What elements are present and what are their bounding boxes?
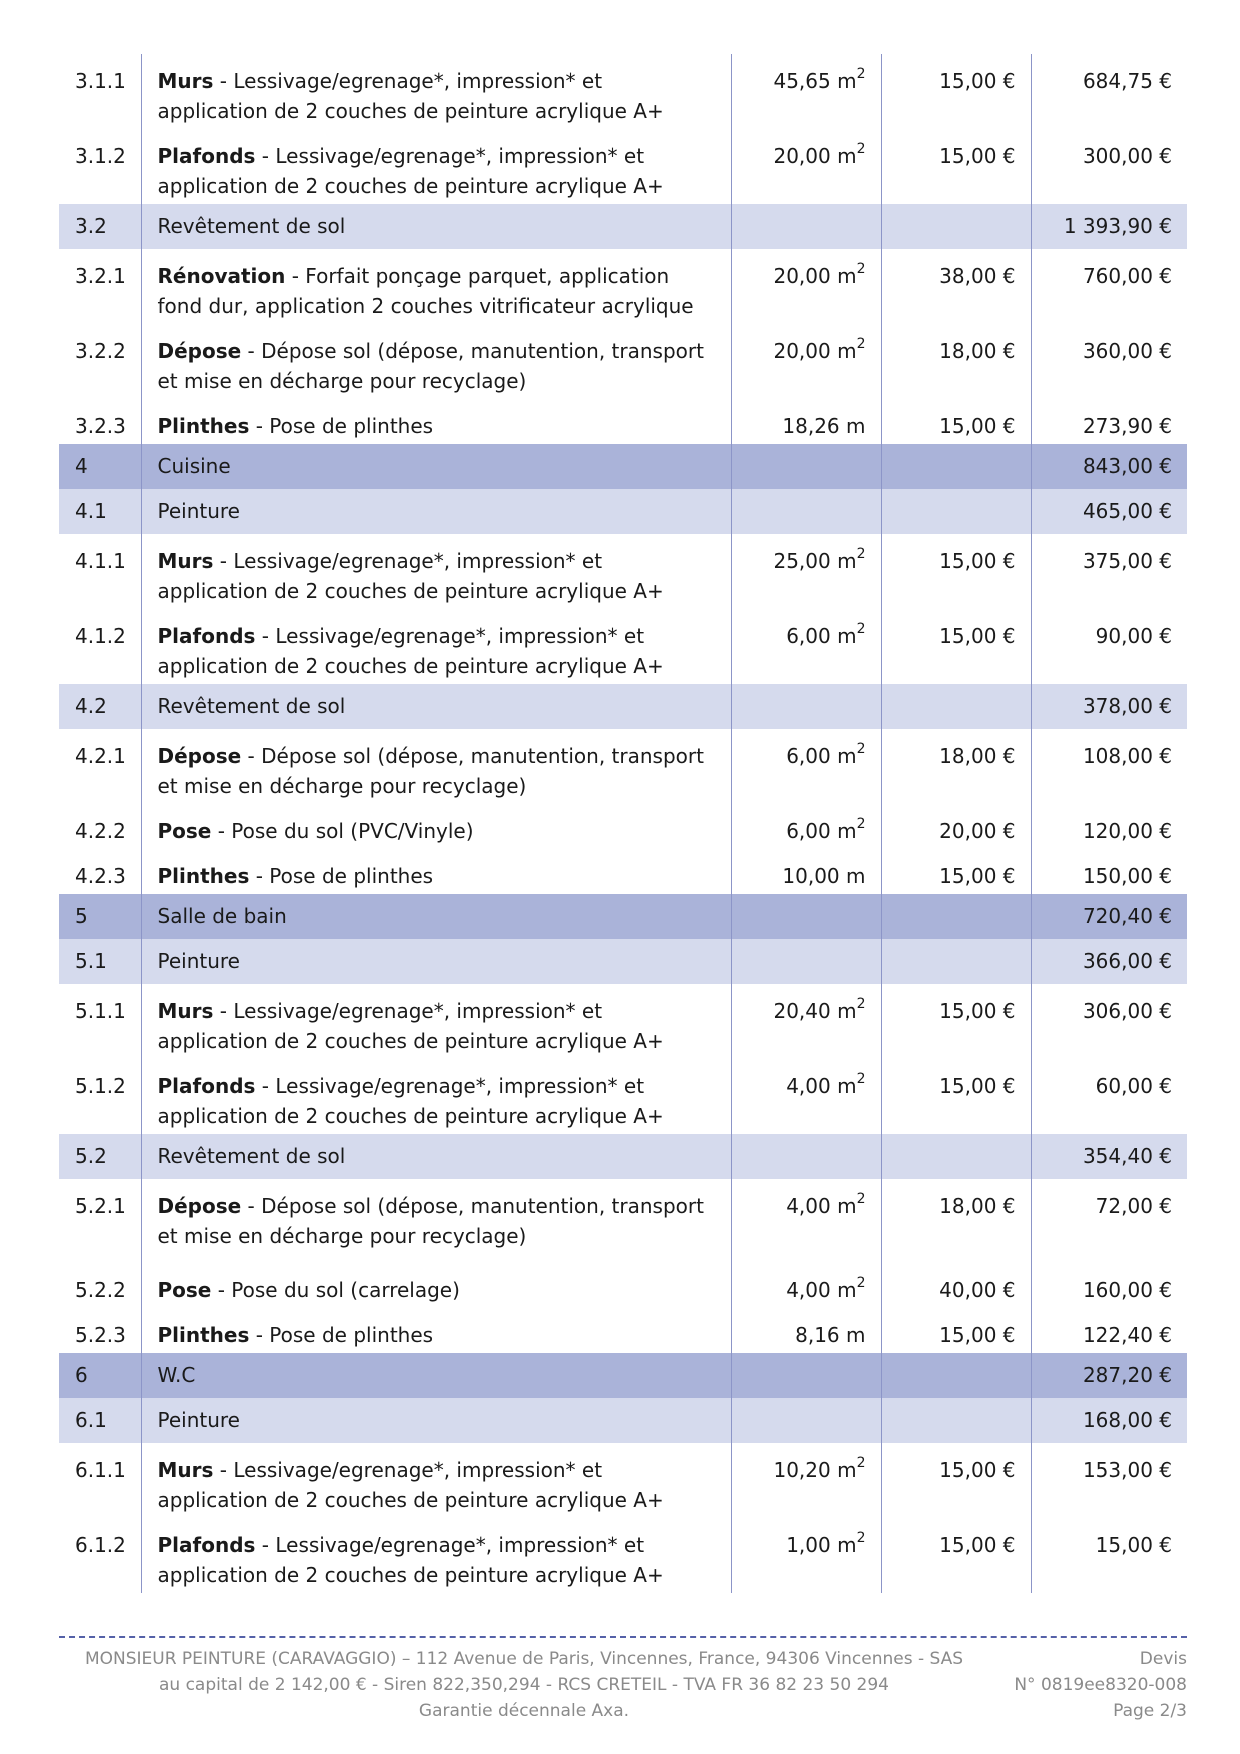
item-ref: 3.2.1 — [75, 264, 126, 288]
item-quantity — [731, 534, 881, 609]
item-description — [141, 399, 731, 444]
item-quantity — [731, 129, 881, 204]
quantity-value: 4,00 m — [786, 1278, 857, 1302]
item-description — [141, 1518, 731, 1593]
item-total: 300,00 € — [1031, 129, 1187, 204]
line-item-row — [59, 249, 1187, 324]
item-total: 375,00 € — [1031, 534, 1187, 609]
item-total: 120,00 € — [1031, 804, 1187, 849]
item-total: 108,00 € — [1031, 729, 1187, 804]
document-number: N° 0819ee8320-008 — [1014, 1675, 1187, 1695]
section-total: 465,00 € — [1031, 489, 1187, 534]
subsection-row — [59, 1134, 1187, 1179]
item-quantity — [731, 609, 881, 684]
section-row — [59, 1353, 1187, 1398]
item-ref: 3.1.2 — [75, 144, 126, 168]
item-unit-price: 15,00 € — [881, 54, 1031, 129]
item-text: - Dépose sol (dépose, manutention, transport et mise en décharge pour recyclage) — [157, 744, 704, 798]
item-total: 122,40 € — [1031, 1308, 1187, 1353]
quote-page — [59, 54, 1187, 1593]
item-unit-price: 20,00 € — [881, 804, 1031, 849]
item-total: 153,00 € — [1031, 1443, 1187, 1518]
quantity-value: 45,65 m — [773, 69, 857, 93]
section-title: Salle de bain — [141, 894, 731, 939]
empty-cell — [731, 444, 881, 489]
item-total: 273,90 € — [1031, 399, 1187, 444]
item-quantity — [731, 1518, 881, 1593]
quantity-value: 20,00 m — [773, 339, 857, 363]
item-label: Rénovation — [157, 264, 286, 288]
line-item-row — [59, 324, 1187, 399]
item-text: - Lessivage/egrenage*, impression* et application de 2 couches de peinture acrylique A+ — [157, 549, 664, 603]
item-total: 150,00 € — [1031, 849, 1187, 894]
item-total: 760,00 € — [1031, 249, 1187, 324]
item-ref: 4.1.2 — [75, 624, 126, 648]
section-ref: 6.1 — [59, 1398, 141, 1443]
section-total: 168,00 € — [1031, 1398, 1187, 1443]
line-item-row — [59, 729, 1187, 804]
section-title: Peinture — [141, 939, 731, 984]
item-ref: 4.1.1 — [75, 549, 126, 573]
item-unit-price: 18,00 € — [881, 729, 1031, 804]
line-item-row — [59, 804, 1187, 849]
section-total: 720,40 € — [1031, 894, 1187, 939]
quantity-value: 4,00 m — [786, 1194, 857, 1218]
unit-exponent: 2 — [856, 996, 866, 1013]
quote-rows — [59, 54, 1187, 1593]
item-unit-price: 15,00 € — [881, 1308, 1031, 1353]
item-unit-price: 15,00 € — [881, 984, 1031, 1059]
item-unit-price: 18,00 € — [881, 1179, 1031, 1263]
item-quantity — [731, 399, 881, 444]
document-type: Devis — [1139, 1649, 1187, 1669]
item-label: Pose — [157, 819, 212, 843]
empty-cell — [881, 444, 1031, 489]
item-unit-price: 15,00 € — [881, 534, 1031, 609]
quantity-value: 10,20 m — [773, 1458, 857, 1482]
item-ref: 5.2.3 — [75, 1323, 126, 1347]
item-description — [141, 609, 731, 684]
item-quantity — [731, 984, 881, 1059]
subsection-row — [59, 1398, 1187, 1443]
item-ref: 4.2.2 — [75, 819, 126, 843]
quantity-value: 20,00 m — [773, 264, 857, 288]
item-label: Plinthes — [157, 414, 250, 438]
quantity-value: 1,00 m — [786, 1533, 857, 1557]
quantity-value: 8,16 m — [795, 1323, 866, 1347]
item-unit-price: 15,00 € — [881, 1518, 1031, 1593]
subsection-row — [59, 489, 1187, 534]
page-footer — [59, 1636, 1187, 1721]
unit-exponent: 2 — [856, 66, 866, 83]
unit-exponent: 2 — [856, 261, 866, 278]
unit-exponent: 2 — [856, 621, 866, 638]
section-title: Revêtement de sol — [141, 684, 731, 729]
section-total: 287,20 € — [1031, 1353, 1187, 1398]
section-total: 354,40 € — [1031, 1134, 1187, 1179]
section-total: 378,00 € — [1031, 684, 1187, 729]
item-description — [141, 534, 731, 609]
document-info — [987, 1646, 1187, 1724]
line-item-row — [59, 849, 1187, 894]
item-total: 684,75 € — [1031, 54, 1187, 129]
item-total: 15,00 € — [1031, 1518, 1187, 1593]
quantity-value: 20,40 m — [773, 999, 857, 1023]
item-ref: 3.2.2 — [75, 339, 126, 363]
company-line-2: au capital de 2 142,00 € - Siren 822,350,294 - RCS CRETEIL - TVA FR 36 82 23 50 294 — [158, 1675, 889, 1695]
item-label: Plafonds — [157, 144, 256, 168]
item-label: Pose — [157, 1278, 212, 1302]
line-item-row — [59, 984, 1187, 1059]
section-title: W.C — [141, 1353, 731, 1398]
empty-cell — [731, 1398, 881, 1443]
page-number: Page 2/3 — [1113, 1701, 1187, 1721]
empty-cell — [881, 684, 1031, 729]
item-text: - Pose du sol (PVC/Vinyle) — [211, 819, 474, 843]
item-description — [141, 804, 731, 849]
item-ref: 3.2.3 — [75, 414, 126, 438]
item-label: Plinthes — [157, 864, 250, 888]
item-ref: 3.1.1 — [75, 69, 126, 93]
line-item-row — [59, 1518, 1187, 1593]
section-total: 843,00 € — [1031, 444, 1187, 489]
item-description — [141, 1443, 731, 1518]
item-quantity — [731, 249, 881, 324]
item-description — [141, 129, 731, 204]
line-item-row — [59, 1179, 1187, 1263]
line-item-row — [59, 609, 1187, 684]
item-total: 306,00 € — [1031, 984, 1187, 1059]
unit-exponent: 2 — [856, 1530, 866, 1547]
item-quantity — [731, 849, 881, 894]
empty-cell — [731, 939, 881, 984]
unit-exponent: 2 — [856, 1071, 866, 1088]
unit-exponent: 2 — [856, 741, 866, 758]
item-label: Plafonds — [157, 1533, 256, 1557]
unit-exponent: 2 — [856, 546, 866, 563]
item-quantity — [731, 1179, 881, 1263]
item-quantity — [731, 729, 881, 804]
item-label: Murs — [157, 1458, 214, 1482]
section-ref: 6 — [59, 1353, 141, 1398]
item-unit-price: 15,00 € — [881, 1443, 1031, 1518]
item-description — [141, 1263, 731, 1308]
quantity-value: 6,00 m — [786, 819, 857, 843]
section-ref: 4 — [59, 444, 141, 489]
item-text: - Lessivage/egrenage*, impression* et application de 2 couches de peinture acrylique A+ — [157, 1074, 664, 1128]
item-ref: 4.2.1 — [75, 744, 126, 768]
item-ref: 5.2.1 — [75, 1194, 126, 1218]
section-ref: 5 — [59, 894, 141, 939]
line-item-row — [59, 399, 1187, 444]
section-ref: 5.1 — [59, 939, 141, 984]
item-text: - Lessivage/egrenage*, impression* et application de 2 couches de peinture acrylique A+ — [157, 69, 664, 123]
item-quantity — [731, 804, 881, 849]
item-label: Dépose — [157, 1194, 242, 1218]
section-ref: 4.2 — [59, 684, 141, 729]
item-total: 72,00 € — [1031, 1179, 1187, 1263]
item-ref: 6.1.2 — [75, 1533, 126, 1557]
section-title: Revêtement de sol — [141, 204, 731, 249]
unit-exponent: 2 — [856, 141, 866, 158]
quantity-value: 25,00 m — [773, 549, 857, 573]
item-description — [141, 1179, 731, 1263]
item-description — [141, 984, 731, 1059]
item-text: - Dépose sol (dépose, manutention, transport et mise en décharge pour recyclage) — [157, 339, 704, 393]
item-text: - Pose du sol (carrelage) — [211, 1278, 460, 1302]
section-title: Cuisine — [141, 444, 731, 489]
section-total: 366,00 € — [1031, 939, 1187, 984]
item-label: Murs — [157, 69, 214, 93]
item-text: - Dépose sol (dépose, manutention, transport et mise en décharge pour recyclage) — [157, 1194, 704, 1248]
line-item-row — [59, 1059, 1187, 1134]
company-line-1: MONSIEUR PEINTURE (CARAVAGGIO) – 112 Avenue de Paris, Vincennes, France, 94306 Vincennes - SAS — [84, 1649, 964, 1669]
section-title: Peinture — [141, 1398, 731, 1443]
subsection-row — [59, 204, 1187, 249]
item-total: 60,00 € — [1031, 1059, 1187, 1134]
item-unit-price: 18,00 € — [881, 324, 1031, 399]
item-label: Murs — [157, 549, 214, 573]
item-ref: 5.2.2 — [75, 1278, 126, 1302]
item-description — [141, 849, 731, 894]
quantity-value: 4,00 m — [786, 1074, 857, 1098]
item-description — [141, 54, 731, 129]
item-ref: 4.2.3 — [75, 864, 126, 888]
empty-cell — [881, 204, 1031, 249]
subsection-row — [59, 684, 1187, 729]
item-description — [141, 1059, 731, 1134]
item-text: - Lessivage/egrenage*, impression* et application de 2 couches de peinture acrylique A+ — [157, 624, 664, 678]
item-text: - Lessivage/egrenage*, impression* et application de 2 couches de peinture acrylique A+ — [157, 999, 664, 1053]
empty-cell — [881, 1398, 1031, 1443]
item-label: Plinthes — [157, 1323, 250, 1347]
item-total: 160,00 € — [1031, 1263, 1187, 1308]
item-unit-price: 15,00 € — [881, 399, 1031, 444]
item-text: - Lessivage/egrenage*, impression* et application de 2 couches de peinture acrylique A+ — [157, 144, 664, 198]
company-line-3: Garantie décennale Axa. — [418, 1701, 630, 1721]
item-unit-price: 40,00 € — [881, 1263, 1031, 1308]
item-quantity — [731, 1059, 881, 1134]
section-title: Peinture — [141, 489, 731, 534]
section-row — [59, 444, 1187, 489]
quantity-value: 18,26 m — [782, 414, 866, 438]
item-unit-price: 15,00 € — [881, 129, 1031, 204]
item-quantity — [731, 1443, 881, 1518]
company-info — [59, 1646, 989, 1724]
item-unit-price: 15,00 € — [881, 609, 1031, 684]
item-text: - Lessivage/egrenage*, impression* et application de 2 couches de peinture acrylique A+ — [157, 1533, 664, 1587]
line-item-row — [59, 129, 1187, 204]
item-text: - Forfait ponçage parquet, application fond dur, application 2 couches vitrificateur acrylique — [157, 264, 694, 318]
item-quantity — [731, 54, 881, 129]
item-label: Plafonds — [157, 1074, 256, 1098]
unit-exponent: 2 — [856, 1191, 866, 1208]
item-description — [141, 729, 731, 804]
unit-exponent: 2 — [856, 1275, 866, 1292]
item-description — [141, 1308, 731, 1353]
line-item-row — [59, 1263, 1187, 1308]
empty-cell — [731, 489, 881, 534]
empty-cell — [731, 894, 881, 939]
section-ref: 4.1 — [59, 489, 141, 534]
line-item-row — [59, 1443, 1187, 1518]
item-unit-price: 38,00 € — [881, 249, 1031, 324]
line-item-row — [59, 534, 1187, 609]
quantity-value: 6,00 m — [786, 624, 857, 648]
empty-cell — [881, 489, 1031, 534]
section-ref: 3.2 — [59, 204, 141, 249]
section-total: 1 393,90 € — [1031, 204, 1187, 249]
quantity-value: 6,00 m — [786, 744, 857, 768]
quote-table — [59, 54, 1187, 1593]
quantity-value: 10,00 m — [782, 864, 866, 888]
section-title: Revêtement de sol — [141, 1134, 731, 1179]
empty-cell — [881, 939, 1031, 984]
item-label: Murs — [157, 999, 214, 1023]
section-row — [59, 894, 1187, 939]
item-total: 90,00 € — [1031, 609, 1187, 684]
item-text: - Pose de plinthes — [249, 1323, 434, 1347]
empty-cell — [881, 894, 1031, 939]
item-description — [141, 249, 731, 324]
empty-cell — [881, 1134, 1031, 1179]
item-ref: 6.1.1 — [75, 1458, 126, 1482]
line-item-row — [59, 1308, 1187, 1353]
item-text: - Lessivage/egrenage*, impression* et application de 2 couches de peinture acrylique A+ — [157, 1458, 664, 1512]
empty-cell — [731, 204, 881, 249]
item-unit-price: 15,00 € — [881, 1059, 1031, 1134]
quantity-value: 20,00 m — [773, 144, 857, 168]
empty-cell — [731, 684, 881, 729]
item-ref: 5.1.1 — [75, 999, 126, 1023]
item-quantity — [731, 1308, 881, 1353]
item-description — [141, 324, 731, 399]
item-label: Plafonds — [157, 624, 256, 648]
item-text: - Pose de plinthes — [249, 414, 434, 438]
empty-cell — [881, 1353, 1031, 1398]
empty-cell — [731, 1134, 881, 1179]
item-ref: 5.1.2 — [75, 1074, 126, 1098]
section-ref: 5.2 — [59, 1134, 141, 1179]
empty-cell — [731, 1353, 881, 1398]
item-quantity — [731, 1263, 881, 1308]
item-quantity — [731, 324, 881, 399]
item-total: 360,00 € — [1031, 324, 1187, 399]
line-item-row — [59, 54, 1187, 129]
unit-exponent: 2 — [856, 1455, 866, 1472]
subsection-row — [59, 939, 1187, 984]
unit-exponent: 2 — [856, 816, 866, 833]
item-label: Dépose — [157, 744, 242, 768]
item-label: Dépose — [157, 339, 242, 363]
item-text: - Pose de plinthes — [249, 864, 434, 888]
unit-exponent: 2 — [856, 336, 866, 353]
item-unit-price: 15,00 € — [881, 849, 1031, 894]
